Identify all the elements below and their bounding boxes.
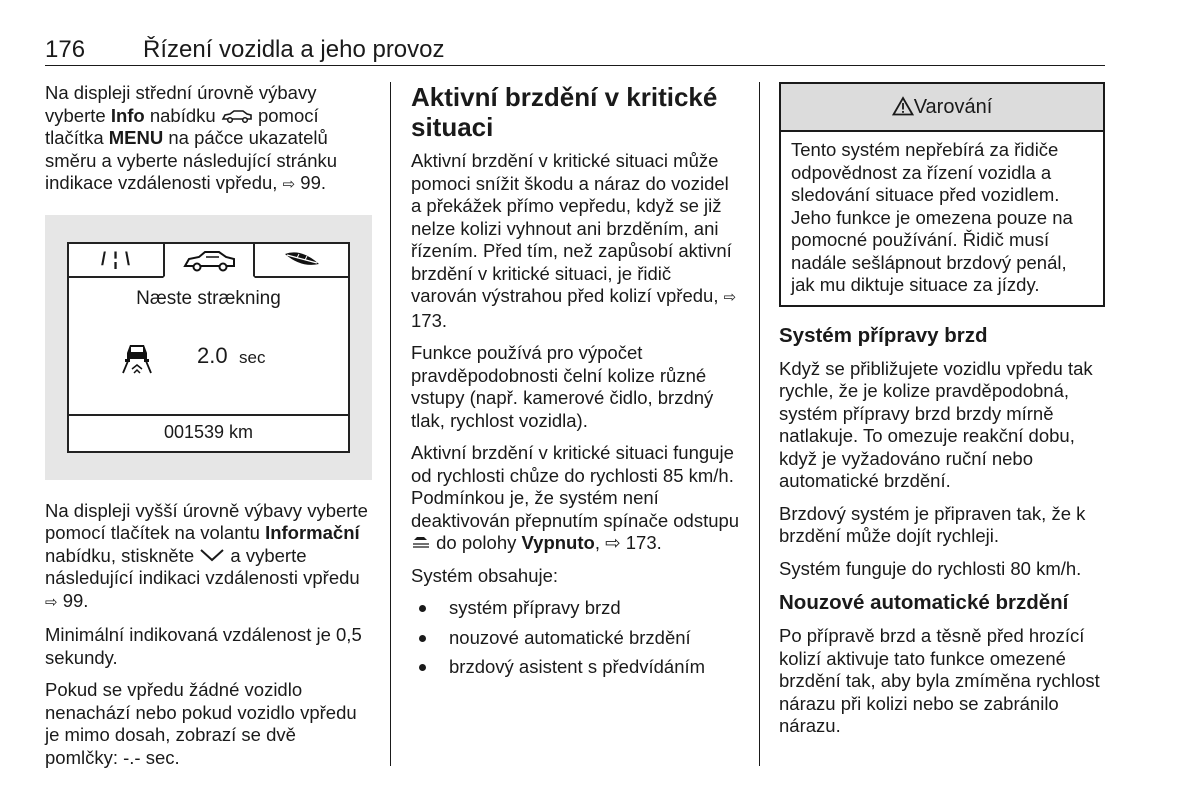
warning-triangle-icon <box>892 96 914 116</box>
tab-lane-icon: / ¦ \ <box>100 248 132 269</box>
page-ref[interactable]: , ⇨ 173. <box>594 532 662 553</box>
paragraph-min-distance: Minimální indikovaná vzdálenost je 0,5 sekundy. <box>45 624 362 668</box>
paragraph-system-contains: Systém obsahuje: <box>411 564 559 586</box>
list-item: brzdový asistent s předvídáním <box>411 656 741 679</box>
warning-text: Tento systém nepřebírá za řidiče odpovědnost za řízení vozidla a sledování situace před vozidlem. Jeho funkce je omezena pouze na pomocné používání. Řidič musí nadále sešlápnout brzdový penál, jak mu diktuje situace za jízdy. <box>791 139 1073 295</box>
page-ref-icon: ⇨ <box>723 289 737 306</box>
list-item: systém přípravy brzd <box>411 597 741 620</box>
paragraph-inputs: Funkce používá pro výpočet pravděpodobnosti čelní kolize různé vstupy (např. kamerové čidlo, brzdný tlak, rychlost vozidla). <box>411 342 714 431</box>
following-distance-icon <box>119 339 155 375</box>
list-item: nouzové automatické brzdění <box>411 627 741 650</box>
paragraph-speed-limit: Systém funguje do rychlosti 80 km/h. <box>779 557 1082 579</box>
warning-box <box>779 82 1105 307</box>
column-divider-right <box>759 82 760 766</box>
section-heading-emergency-braking: Nouzové automatické brzdění <box>779 591 1069 614</box>
page-ref[interactable]: 173. <box>411 309 448 331</box>
column-right <box>779 82 1105 748</box>
paragraph-no-vehicle: Pokud se vpředu žádné vozidlo nenachází nebo pokud vozidlo vpředu je mimo dosah, zobrazí se dvě pomlčky: -.- sec. <box>45 679 357 768</box>
display-divider <box>69 414 348 416</box>
paragraph-emergency-braking: Po přípravě brzd a těsně před hrozící kolizí aktivuje tato funkce omezené brzdění tak, aby byla zmíměna rychlost nárazu při kolizi nebo se zabránilo nárazu. <box>779 625 1100 736</box>
page-ref-icon: ⇨ <box>282 176 296 193</box>
chevron-down-icon <box>199 548 225 562</box>
chapter-title: Řízení vozidla a jeho provoz <box>143 36 445 63</box>
warning-title: Varování <box>913 96 993 118</box>
menu-name-info: Info <box>110 104 145 126</box>
display-time-gap: 2.0 <box>197 342 228 368</box>
paragraph-brake-prep: Když se přibližujete vozidlu vpředu tak rychle, že je kolize pravděpodobná, systém přípravy brzd brzdy mírně natlakuje. To omezuje reakční dobu, když je vyžadováno ruční nebo automatické brzdění. <box>779 357 1093 491</box>
page-ref-icon: ⇨ <box>45 593 58 611</box>
feature-list <box>411 597 741 679</box>
display-odometer: 001539 km <box>163 421 254 442</box>
car-icon <box>221 109 253 123</box>
paragraph-high-display: Na displeji vyšší úrovně výbavy vyberte pomocí tlačítek na volantu Informační nabídku, stiskněte a vyberte následující indikaci vzdálenosti vpředu ⇨ 99. <box>45 499 368 611</box>
display-label: Næste strækning <box>136 287 281 309</box>
bullet-icon <box>419 635 426 642</box>
menu-name-informacni: Informační <box>265 522 360 543</box>
header-rule <box>45 65 1105 66</box>
page-ref[interactable]: 99. <box>300 172 326 193</box>
column-divider-left <box>390 82 391 766</box>
page-ref[interactable]: 99. <box>62 589 89 611</box>
page-header <box>45 36 1105 66</box>
paragraph-brake-ready: Brzdový systém je připraven tak, že k brzdění může dojít rychleji. <box>779 502 1086 546</box>
button-name-menu: MENU <box>108 127 164 148</box>
display-illustration <box>45 215 372 480</box>
page-number: 176 <box>45 36 86 63</box>
paragraph-mid-display: Na displeji střední úrovně výbavy vyberte Info nabídku pomocí tlačítka MENU na páčce ukazatelů směru a vyberte následující stránku indikace vzdálenosti vpředu, ⇨ 99. <box>45 82 338 193</box>
column-left <box>45 82 370 779</box>
tab-leaf-icon <box>255 244 348 276</box>
info-display-screen <box>67 242 350 453</box>
display-tabs <box>69 244 348 278</box>
warning-header <box>781 84 1103 132</box>
bullet-icon <box>419 664 426 671</box>
section-heading-active-braking: Aktivní brzdění v kritické situaci <box>411 82 718 142</box>
section-heading-brake-prep: Systém přípravy brzd <box>779 323 988 347</box>
tab-car-icon <box>163 244 255 278</box>
paragraph-speed-range: Aktivní brzdění v kritické situaci funguje od rychlosti chůze do rychlosti 85 km/h. Podmínkou je, že systém není deaktivován přepnutím spínače odstupu do polohy Vypnuto, ⇨ 173. <box>411 442 740 553</box>
switch-position-off: Vypnuto <box>521 532 595 553</box>
column-middle <box>411 82 741 686</box>
paragraph-active-braking-intro: Aktivní brzdění v kritické situaci může pomoci snížit škodu a náraz do vozidel a překážek přímo vepředu, když se již nelze kolizi vyhnout ani brzděním, ani řízením. Před tím, než zapůsobí aktivní brzdění v kritické situaci, je řidič varován výstrahou před kolizí vpředu, ⇨ 173. <box>411 150 737 331</box>
distance-switch-icon <box>411 535 431 549</box>
bullet-icon <box>419 605 426 612</box>
display-unit: sec <box>239 347 266 367</box>
